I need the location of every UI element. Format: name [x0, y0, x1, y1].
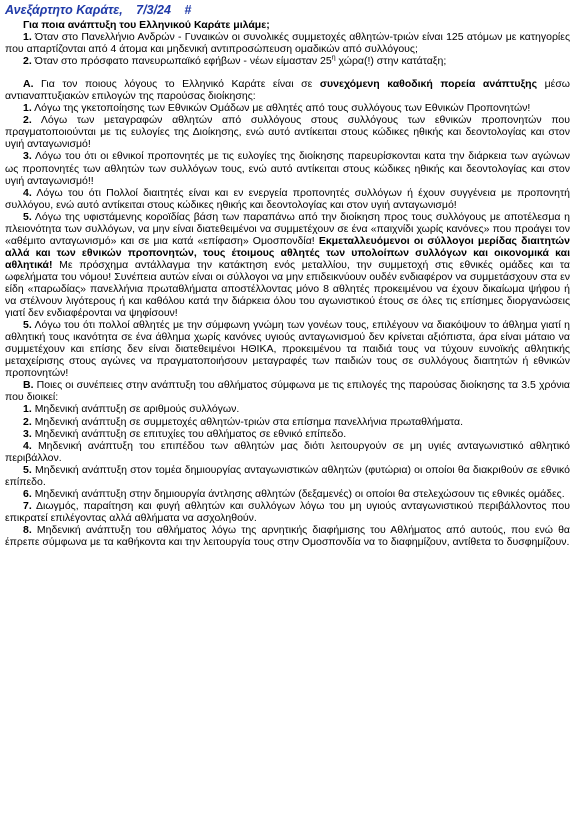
section-a-item-6-num: 5. [23, 319, 32, 332]
section-a-item-5 [5, 211, 570, 319]
section-a-item-6-text: Λόγω του ότι πολλοί αθλητές με την σύμφωνη γνώμη των γονέων τους, επιλέγουν να διακόψουν το άθλημα γιατί η αθλητική τους ικανότητα σε ένα άθλημα χωρίς κανόνες υγιούς ανταγωνισμού δεν κρίνεται αξιόπιστα, άρα είναι μάταιο να συμμετέχουν και επίσης δεν είναι διατεθειμένοι ΗΘΙΚΑ, προκειμένου τα παιδιά τους να τύχουν ευνοϊκής αθλητικής μεταχείρισης στους αγώνες να πραγματοποιήσουν μεταγραφές των παιδιών τους σε συλλόγους διαιτητών ή εθνικών προπονητών! [5, 319, 570, 380]
section-a-item-6 [5, 319, 570, 379]
section-b-item-text: Μηδενική ανάπτυξη στον τομέα δημιουργίας ανταγωνιστικών αθλητών (φυτώρια) οι οποίοι θα διακριθούν σε εθνικό επίπεδο. [5, 463, 570, 488]
section-a-item-text: Λόγω του ότι οι εθνικοί προπονητές με τις ευλογίες της διοίκησης παρευρίσκονται κατα την διάρκεια των αγώνων ως προπονητές των αθλητών των συλλόγων τους, ενώ αυτό αντίκειται στους κώδικες ηθικής και δεοντολογίας και στον υγιή ανταγωνισμό!! [5, 150, 570, 187]
section-a-item-text: Λόγω των μεταγραφών αθλητών από συλλόγους στους συλλόγους των εθνικών προπονητών που πραγματοποιούνται με τις ευλογίες της Διοίκησης, ενώ αυτό αντίκειται στους κώδικες ηθικής και δεοντολογίας και στον υγιή ανταγωνισμό! [5, 114, 570, 151]
section-b-item-text: Μηδενική ανάπτυξη του επιπέδου των αθλητών μας διότι λειτουργούν σε μη υγιές ανταγωνιστικό αθλητικό περιβάλλον. [5, 439, 570, 464]
intro-point-2 [5, 55, 570, 67]
intro-point-1-text: Όταν στο Πανελλήνιο Ανδρών - Γυναικών οι συνολικές συμμετοχές αθλητών-τριών είναι 125 ατόμων με κατηγορίες που απαρτίζονται από 4 άτομα και μηδενική αντιπροσώπευση ομαδικών από συλλόγους; [5, 31, 571, 56]
section-b-item-text: Μηδενική ανάπτυξη σε συμμετοχές αθλητών-τριών στα επίσημα πανελλήνια πρωταθλήματα. [34, 415, 464, 428]
section-b-item-num: 5. [23, 463, 32, 476]
section-b-item-3 [5, 428, 570, 440]
section-b-item-2 [5, 416, 570, 428]
section-b-item-num: 3. [23, 427, 32, 440]
section-b-item-num: 1. [23, 403, 32, 416]
section-b-list [5, 403, 570, 548]
section-b-item-4 [5, 440, 570, 464]
section-b-item-text: Μηδενική ανάπτυξη του αθλήματος λόγω της αρνητικής διαφήμισης του Αθλήματος από αυτούς, που ενώ θα έπρεπε σύμφωνα με τα καθήκοντα και την λειτουργία τους στην Ομοσπονδία να το διαφημίζουν, αντίθετα το δυσφημίζουν. [5, 523, 571, 548]
section-b-item-8 [5, 524, 570, 548]
section-a-list [5, 102, 570, 210]
section-a-item-num: 1. [23, 102, 32, 115]
intro-point-2-num: 2. [23, 55, 32, 68]
section-b-item-text: Μηδενική ανάπτυξη σε αριθμούς συλλόγων. [34, 403, 240, 416]
section-b-item-num: 6. [23, 487, 32, 500]
section-b-item-num: 8. [23, 523, 32, 536]
intro-heading: Για ποια ανάπτυξη του Ελληνικού Καράτε μιλάμε; [23, 19, 270, 31]
section-a-item-3 [5, 150, 570, 186]
section-a-item-5-text-b: Με πρόσχημα αντάλλαγμα την κατάκτηση ενός μεταλλίου, την συμμετοχή στις εθνικές ομάδες και τα ωφελήματα του νόμου! Συνέπεια αυτών είναι οι σύλλογοι να μην επιδεικνύουν ουδέν ενδιαφέρον να συμμετάσχουν στα εν είδη «παρωδίας» πανελλήνια πρωταθλήματα αποστέλλοντας μόνο 8 αθλητές προκειμένου να έχουν δικαίωμα ψήφου ή να στέλνουν λιγότερους ή και καθόλου κατά την διάρκεια όλου του αγωνιστικού έτους σε όλες τις επίσημες διοργανώσεις γιατί δεν ενδιαφέρονται να ψηφίσουν! [5, 258, 570, 320]
section-b-item-1 [5, 403, 570, 415]
section-a-item-2 [5, 114, 570, 150]
section-b-item-num: 7. [23, 499, 32, 512]
section-b-item-7 [5, 500, 570, 524]
title-org: Ανεξάρτητο Καράτε, [5, 3, 123, 17]
section-a-item-num: 4. [23, 186, 32, 199]
section-b-item-5 [5, 464, 570, 488]
section-b-item-text: Μηδενική ανάπτυξη στην δημιουργία άντλησης αθλητών (δεξαμενές) οι οποίοι θα στελεχώσουν τις εθνικές ομάδες. [34, 487, 565, 500]
title-hash: # [184, 3, 192, 17]
section-a-item-5-bold: Εκμεταλλευόμενοι οι σύλλογοι μερίδας διαιτητών αλλά και των εθνικών προπονητών, τους έτοιμους αθλητές των υπολοίπων συλλόγων και οικονομικά και αθλητικά! [5, 234, 570, 271]
section-a-item-1 [5, 102, 570, 114]
section-a-lead [5, 78, 570, 102]
intro-point-2-text-a: Όταν στο πρόσφατο πανευρωπαϊκό εφήβων - νέων είμασταν 25 [34, 55, 332, 68]
intro-point-1-num: 1. [23, 31, 32, 44]
section-b-label: B. [23, 379, 34, 392]
section-a-item-text: Λόγω της γκετοποίησης των Εθνικών Ομάδων με αθλητές από τους συλλόγους των Εθνικών Προπονητών! [34, 102, 531, 115]
section-a-item-4 [5, 187, 570, 211]
section-gap [5, 67, 570, 78]
intro-point-2-text-b: χώρα(!) στην κατάταξη; [335, 55, 447, 68]
section-a-lead-a: Για τον ποιους λόγους το Ελληνικό Καράτε είναι σε [41, 78, 320, 91]
section-a-lead-bold: συνεχόμενη καθοδική πορεία ανάπτυξης [319, 78, 538, 91]
document-title [5, 3, 570, 18]
section-a-lead-b: μέσω αντιαναπτυξιακών επιλογών της παρούσας διοίκησης: [5, 78, 571, 103]
section-b-item-text: Διωγμός, παραίτηση και φυγή αθλητών και συλλόγων λόγω του μη υγιούς ανταγωνιστικού περιβάλλοντος που επικρατεί επιλέγοντας αλλά αθλήματα να ασχοληθούν. [5, 499, 570, 524]
section-b-item-num: 2. [23, 415, 32, 428]
intro-point-1 [5, 31, 570, 55]
section-a-item-5-text-a: Λόγω της υφιστάμενης κοροϊδίας βάση των παραπάνω από την διοίκηση προς τους συλλόγους με αποτέλεσμα η πλειονότητα των συλλόγων, να μην είναι διατεθειμένοι να συμμετέχουν σε ένα «παιχνίδι χωρίς κανόνες» που προάγει τον «αθέμιτο ανταγωνισμό» και σε μια κατά «επίφαση» Ομοσπονδία! [5, 210, 571, 247]
title-date: 7/3/24 [136, 3, 171, 17]
section-a-item-5-num: 5. [23, 210, 32, 223]
section-a-item-num: 3. [23, 150, 32, 163]
section-b-lead-text: Ποιες οι συνέπειες στην ανάπτυξη του αθλήματος σύμφωνα με τις επιλογές της παρούσας διοίκησης τα 3.5 χρόνια που διοικεί: [5, 379, 570, 404]
section-b-item-text: Μηδενική ανάπτυξη σε επιτυχίες του αθλήματος σε εθνικό επίπεδο. [34, 427, 347, 440]
intro-point-2-sup: η [331, 54, 336, 62]
section-a-item-num: 2. [23, 114, 32, 127]
section-b-lead [5, 379, 570, 403]
section-a-label: A. [23, 78, 34, 91]
section-a-item-text: Λόγω του ότι Πολλοί διαιτητές είναι και εν ενεργεία προπονητές συλλόγων ή έχουν συγγένεια με προπονητή συλλόγου, ενώ αυτό αντίκειται στους κώδικες ηθικής και δεοντολογίας και στον υγιή ανταγωνισμό! [5, 186, 570, 211]
section-b-item-num: 4. [23, 439, 32, 452]
section-b-item-6 [5, 488, 570, 500]
